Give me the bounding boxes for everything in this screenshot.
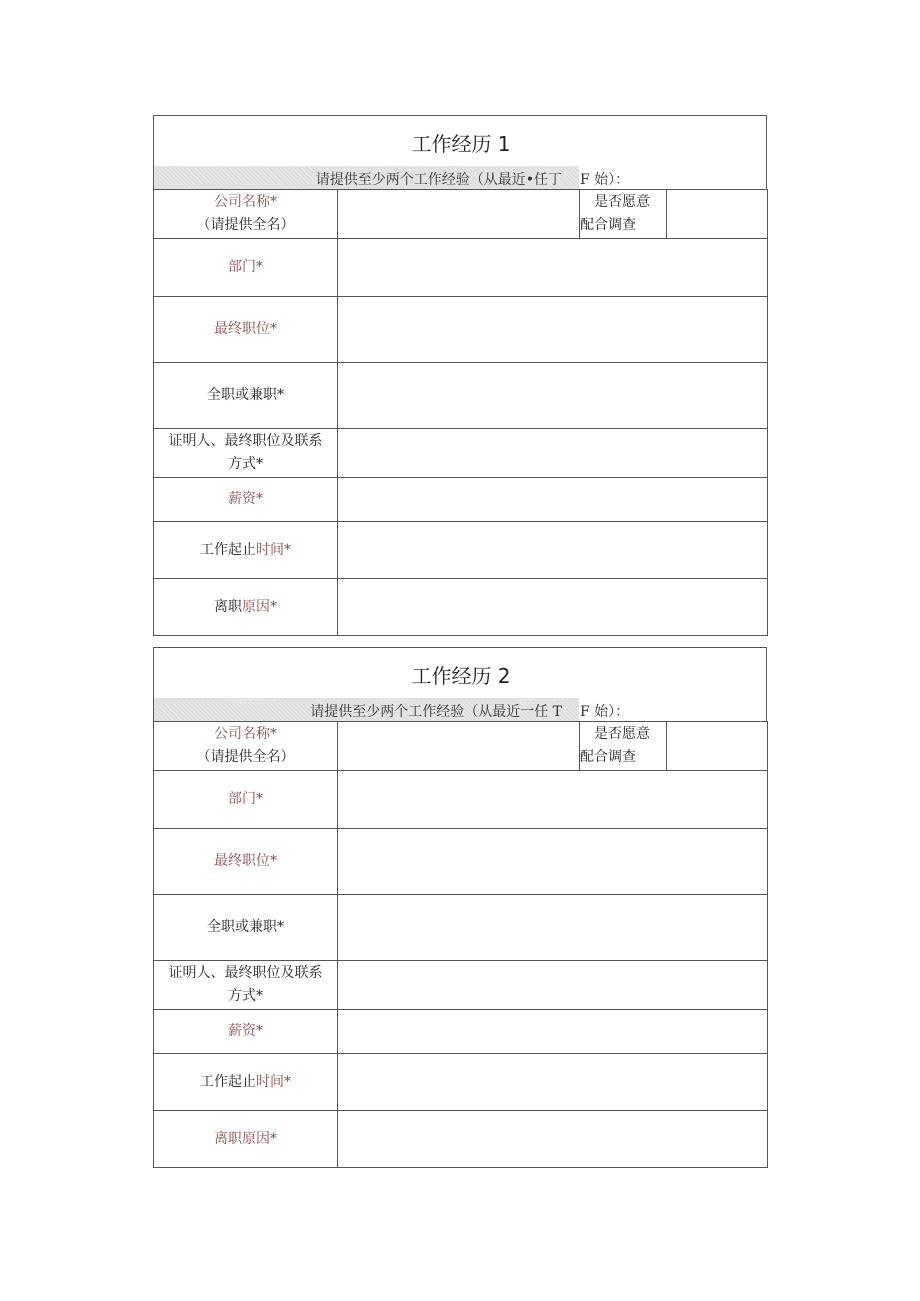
fulltime-parttime-field[interactable] — [338, 895, 768, 961]
table-row — [154, 771, 768, 829]
company-name-field[interactable] — [338, 722, 580, 771]
department-label: 部门* — [154, 239, 338, 297]
salary-field[interactable] — [338, 478, 768, 522]
department-field[interactable] — [338, 239, 768, 297]
final-position-label: 最终职位* — [154, 297, 338, 363]
company-name-label: 公司名称* （请提供全名） — [154, 190, 338, 239]
section-title: 工作经历 1 — [411, 132, 511, 156]
table-row — [154, 429, 768, 478]
table-row — [154, 297, 768, 363]
table-row — [154, 1010, 768, 1054]
table-row — [154, 522, 768, 579]
table-row — [154, 895, 768, 961]
department-label: 部门* — [154, 771, 338, 829]
table-row — [154, 722, 768, 771]
reference-contact-field[interactable] — [338, 429, 768, 478]
table-row — [154, 478, 768, 522]
consent-investigation-label: 是否愿意 配合调查 — [580, 190, 667, 239]
work-experience-section-2 — [153, 647, 767, 1167]
consent-investigation-field[interactable] — [667, 722, 768, 771]
section-title: 工作经历 2 — [411, 664, 511, 688]
leave-reason-label: 离职原因* — [154, 1111, 338, 1168]
work-period-field[interactable] — [338, 1054, 768, 1111]
final-position-field[interactable] — [338, 829, 768, 895]
instruction-text: 请提供至少两个工作经验（从最近一任 T — [310, 704, 562, 720]
instruction-text: 请提供至少两个工作经验（从最近•任丁 — [315, 172, 562, 188]
company-name-label: 公司名称* （请提供全名） — [154, 722, 338, 771]
table-row — [154, 1111, 768, 1168]
work-experience-table — [153, 721, 768, 1168]
section-title-box — [153, 647, 767, 698]
table-row — [154, 829, 768, 895]
section-title-box — [153, 115, 767, 166]
consent-investigation-field[interactable] — [667, 190, 768, 239]
reference-contact-label: 证明人、最终职位及联系 方式* — [154, 961, 338, 1010]
instruction-band — [153, 166, 767, 189]
table-row — [154, 239, 768, 297]
reference-contact-label: 证明人、最终职位及联系 方式* — [154, 429, 338, 478]
instruction-text-tail: F 始）： — [580, 704, 630, 720]
work-period-label: 工作起止时间* — [154, 522, 338, 579]
instruction-text-tail: F 始）： — [580, 172, 630, 188]
work-experience-section-1 — [153, 115, 767, 635]
leave-reason-field[interactable] — [338, 579, 768, 636]
reference-contact-field[interactable] — [338, 961, 768, 1010]
final-position-label: 最终职位* — [154, 829, 338, 895]
leave-reason-field[interactable] — [338, 1111, 768, 1168]
work-experience-table — [153, 189, 768, 636]
department-field[interactable] — [338, 771, 768, 829]
fulltime-parttime-label: 全职或兼职* — [154, 895, 338, 961]
salary-label: 薪资* — [154, 1010, 338, 1054]
fulltime-parttime-field[interactable] — [338, 363, 768, 429]
fulltime-parttime-label: 全职或兼职* — [154, 363, 338, 429]
table-row — [154, 363, 768, 429]
consent-investigation-label: 是否愿意 配合调查 — [580, 722, 667, 771]
final-position-field[interactable] — [338, 297, 768, 363]
table-row — [154, 1054, 768, 1111]
instruction-band — [153, 698, 767, 721]
table-row — [154, 579, 768, 636]
work-period-label: 工作起止时间* — [154, 1054, 338, 1111]
salary-label: 薪资* — [154, 478, 338, 522]
company-name-field[interactable] — [338, 190, 580, 239]
salary-field[interactable] — [338, 1010, 768, 1054]
work-period-field[interactable] — [338, 522, 768, 579]
leave-reason-label: 离职原因* — [154, 579, 338, 636]
table-row — [154, 190, 768, 239]
table-row — [154, 961, 768, 1010]
